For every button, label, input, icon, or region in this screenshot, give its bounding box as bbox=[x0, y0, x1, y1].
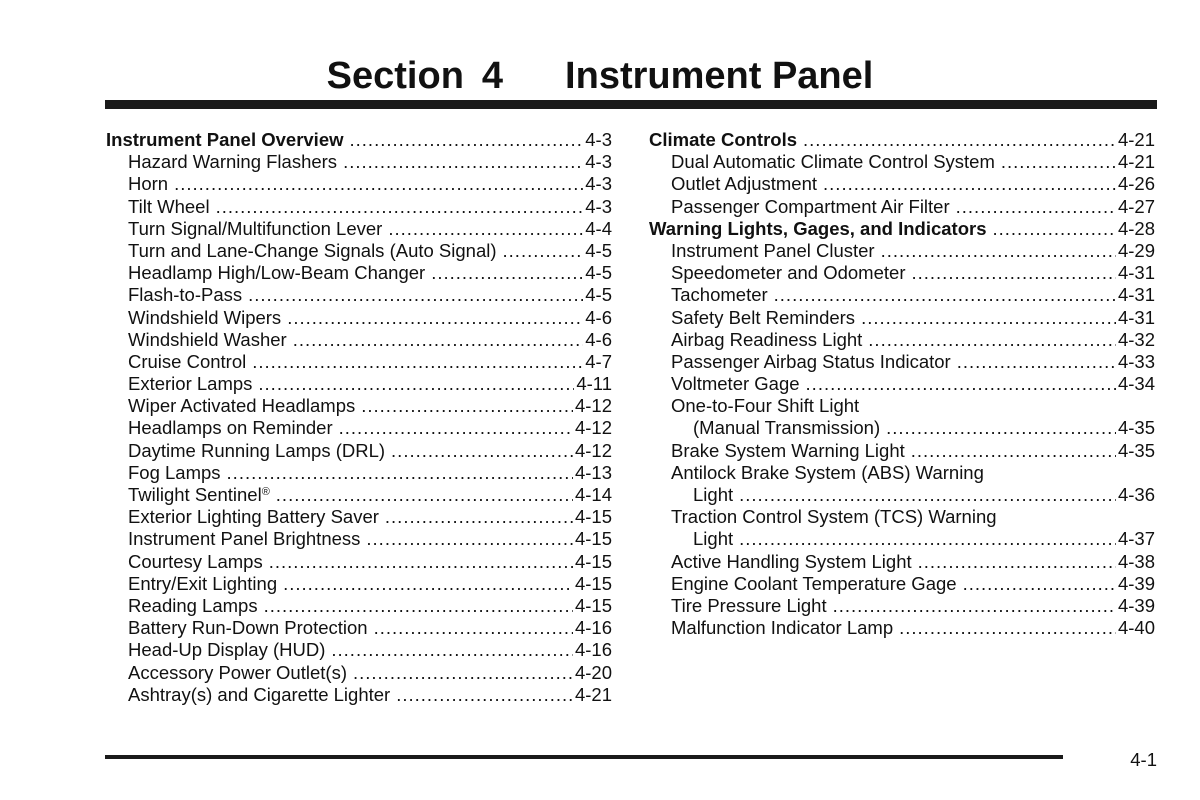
toc-page-number: 4-15 bbox=[574, 594, 612, 616]
toc-entry-title: Instrument Panel Cluster bbox=[671, 239, 875, 261]
toc-page-number: 4-37 bbox=[1117, 528, 1155, 550]
toc-page-number: 4-13 bbox=[574, 461, 612, 483]
toc-entry[interactable] bbox=[649, 151, 1155, 173]
registered-mark: ® bbox=[261, 486, 270, 498]
toc-page-number: 4-20 bbox=[574, 661, 612, 683]
toc-entry-title: Malfunction Indicator Lamp bbox=[671, 617, 894, 639]
dot-leader bbox=[956, 196, 1116, 218]
toc-page-number: 4-16 bbox=[574, 639, 612, 661]
toc-page-number: 4-4 bbox=[585, 217, 612, 239]
toc-entry[interactable] bbox=[106, 639, 612, 661]
toc-entry-title: Instrument Panel Overview bbox=[106, 129, 344, 150]
dot-leader bbox=[258, 373, 574, 395]
dot-leader bbox=[739, 484, 1116, 506]
toc-entry[interactable] bbox=[649, 173, 1155, 195]
toc-page-number: 4-5 bbox=[585, 284, 612, 306]
toc-entry-title: Hazard Warning Flashers bbox=[128, 151, 338, 173]
dot-leader bbox=[833, 595, 1116, 617]
toc-page-number: 4-21 bbox=[1117, 151, 1155, 173]
toc-page-number: 4-31 bbox=[1117, 306, 1155, 328]
dot-leader bbox=[264, 595, 573, 617]
toc-entry[interactable] bbox=[649, 329, 1155, 351]
toc-entry-title: Cruise Control bbox=[128, 350, 247, 372]
dot-leader bbox=[431, 262, 583, 284]
dot-leader bbox=[353, 662, 573, 684]
dot-leader bbox=[252, 351, 583, 373]
toc-page-number: 4-12 bbox=[574, 395, 612, 417]
dot-leader bbox=[886, 417, 1116, 439]
toc-entry[interactable] bbox=[649, 484, 1155, 506]
toc-entry[interactable] bbox=[106, 284, 612, 306]
dot-leader bbox=[248, 284, 583, 306]
toc-entry-title: Light bbox=[693, 484, 734, 505]
toc-entry-title: Safety Belt Reminders bbox=[671, 306, 856, 328]
toc-entry-title: Outlet Adjustment bbox=[671, 173, 818, 195]
toc-entry[interactable] bbox=[106, 573, 612, 595]
toc-entry[interactable] bbox=[106, 662, 612, 684]
toc-entry-title: Windshield Wipers bbox=[128, 306, 282, 328]
toc-page-number: 4-31 bbox=[1117, 284, 1155, 306]
toc-entry[interactable] bbox=[106, 440, 612, 462]
footer-rule bbox=[105, 755, 1063, 759]
toc-heading[interactable] bbox=[649, 218, 1155, 240]
toc-entry-title: Passenger Airbag Status Indicator bbox=[671, 350, 951, 372]
section-title: Instrument Panel bbox=[565, 55, 874, 97]
dot-leader bbox=[823, 173, 1116, 195]
toc-entry-title: Twilight Sentinel® bbox=[128, 484, 270, 505]
toc-page-number: 4-5 bbox=[585, 239, 612, 261]
toc-page-number: 4-15 bbox=[574, 550, 612, 572]
toc-entry[interactable] bbox=[106, 417, 612, 439]
toc-page-number: 4-38 bbox=[1117, 550, 1155, 572]
dot-leader bbox=[881, 240, 1116, 262]
toc-right-column bbox=[649, 129, 1155, 639]
toc-entry[interactable] bbox=[106, 351, 612, 373]
dot-leader bbox=[374, 617, 573, 639]
toc-page-number: 4-21 bbox=[574, 683, 612, 705]
toc-entry[interactable] bbox=[649, 617, 1155, 639]
toc-entry[interactable] bbox=[649, 506, 1155, 528]
toc-page-number: 4-12 bbox=[574, 417, 612, 439]
toc-page-number: 4-35 bbox=[1117, 417, 1155, 439]
toc-page-number: 4-40 bbox=[1117, 617, 1155, 639]
toc-entry-title: (Manual Transmission) bbox=[693, 417, 881, 439]
toc-entry-title: Climate Controls bbox=[649, 129, 798, 150]
toc-page-number: 4-12 bbox=[574, 439, 612, 461]
toc-entry[interactable] bbox=[106, 617, 612, 639]
toc-entry[interactable] bbox=[649, 284, 1155, 306]
toc-entry[interactable] bbox=[106, 528, 612, 550]
dot-leader bbox=[283, 573, 573, 595]
toc-entry-title: Windshield Washer bbox=[128, 328, 287, 350]
toc-entry[interactable] bbox=[106, 506, 612, 528]
toc-entry-title: Tachometer bbox=[671, 284, 768, 306]
section-label: Section bbox=[326, 55, 464, 97]
dot-leader bbox=[806, 373, 1116, 395]
dot-leader bbox=[861, 307, 1116, 329]
dot-leader bbox=[503, 240, 584, 262]
toc-entry[interactable] bbox=[106, 484, 612, 506]
dot-leader bbox=[216, 196, 584, 218]
toc-entry[interactable] bbox=[649, 240, 1155, 262]
toc-entry-title: Fog Lamps bbox=[128, 461, 221, 483]
toc-entry-title: Brake System Warning Light bbox=[671, 439, 905, 461]
dot-leader bbox=[1001, 151, 1116, 173]
toc-entry-title: Battery Run-Down Protection bbox=[128, 617, 368, 639]
toc-entry[interactable] bbox=[649, 307, 1155, 329]
toc-entry-title: Entry/Exit Lighting bbox=[128, 572, 278, 594]
toc-page-number: 4-5 bbox=[585, 262, 612, 284]
dot-leader bbox=[227, 462, 573, 484]
toc-page-number: 4-36 bbox=[1117, 484, 1155, 505]
toc-page-number: 4-27 bbox=[1117, 195, 1155, 217]
toc-entry-title: Headlamps on Reminder bbox=[128, 417, 333, 439]
toc-entry-title: Tilt Wheel bbox=[128, 195, 210, 217]
toc-entry[interactable] bbox=[649, 417, 1155, 439]
toc-page-number: 4-7 bbox=[585, 350, 612, 372]
dot-leader bbox=[361, 395, 573, 417]
dot-leader bbox=[276, 484, 573, 506]
toc-page-number: 4-6 bbox=[585, 328, 612, 350]
toc-entry[interactable] bbox=[106, 173, 612, 195]
toc-entry-title: Speedometer and Odometer bbox=[671, 262, 906, 284]
toc-entry[interactable] bbox=[106, 684, 612, 706]
toc-page-number: 4-16 bbox=[574, 617, 612, 639]
toc-entry-title: Accessory Power Outlet(s) bbox=[128, 661, 347, 683]
toc-entry-title: Airbag Readiness Light bbox=[671, 328, 863, 350]
page-number: 4-1 bbox=[1130, 749, 1157, 770]
toc-entry-title: Passenger Compartment Air Filter bbox=[671, 195, 950, 217]
dot-leader bbox=[803, 129, 1116, 151]
toc-page-number: 4-15 bbox=[574, 572, 612, 594]
toc-entry-title: Reading Lamps bbox=[128, 594, 258, 616]
dot-leader bbox=[339, 417, 573, 439]
toc-entry[interactable] bbox=[106, 395, 612, 417]
toc-entry-title: Light bbox=[693, 528, 734, 550]
toc-page-number: 4-26 bbox=[1117, 173, 1155, 195]
toc-entry[interactable] bbox=[649, 373, 1155, 395]
toc-entry[interactable] bbox=[106, 240, 612, 262]
toc-page-number: 4-15 bbox=[574, 528, 612, 550]
dot-leader bbox=[174, 173, 583, 195]
toc-entry-title: Antilock Brake System (ABS) Warning bbox=[671, 461, 984, 483]
toc-entry[interactable] bbox=[649, 462, 1155, 484]
toc-page-number: 4-21 bbox=[1117, 129, 1155, 150]
toc-entry-title: Active Handling System Light bbox=[671, 550, 912, 572]
section-number: 4 bbox=[481, 55, 504, 97]
toc-entry[interactable] bbox=[649, 528, 1155, 550]
toc-page-number: 4-35 bbox=[1117, 439, 1155, 461]
dot-leader bbox=[963, 573, 1116, 595]
dot-leader bbox=[388, 218, 583, 240]
toc-page-number: 4-33 bbox=[1117, 350, 1155, 372]
toc-heading[interactable] bbox=[106, 129, 612, 151]
toc-entry[interactable] bbox=[106, 151, 612, 173]
toc-page-number: 4-15 bbox=[574, 506, 612, 528]
toc-entry-title: Daytime Running Lamps (DRL) bbox=[128, 439, 386, 461]
toc-entry-title: Voltmeter Gage bbox=[671, 373, 800, 395]
toc-entry[interactable] bbox=[649, 395, 1155, 417]
toc-page-number: 4-29 bbox=[1117, 239, 1155, 261]
toc-entry[interactable] bbox=[106, 551, 612, 573]
toc-page-number: 4-11 bbox=[576, 373, 612, 395]
toc-entry-title: Exterior Lighting Battery Saver bbox=[128, 506, 379, 528]
toc-entry-title: Courtesy Lamps bbox=[128, 550, 263, 572]
toc-entry[interactable] bbox=[106, 462, 612, 484]
toc-page-number: 4-39 bbox=[1117, 594, 1155, 616]
dot-leader bbox=[385, 506, 573, 528]
dot-leader bbox=[739, 528, 1116, 550]
toc-entry[interactable] bbox=[106, 307, 612, 329]
toc-page-number: 4-34 bbox=[1117, 373, 1155, 395]
toc-page-number: 4-3 bbox=[585, 151, 612, 173]
dot-leader bbox=[366, 528, 573, 550]
dot-leader bbox=[293, 329, 584, 351]
toc-page-number: 4-32 bbox=[1117, 328, 1155, 350]
toc-entry[interactable] bbox=[649, 551, 1155, 573]
toc-entry[interactable] bbox=[106, 196, 612, 218]
dot-leader bbox=[287, 307, 583, 329]
dot-leader bbox=[911, 262, 1115, 284]
toc-entry[interactable] bbox=[106, 595, 612, 617]
dot-leader bbox=[993, 218, 1116, 240]
toc-entry-title: Engine Coolant Temperature Gage bbox=[671, 572, 957, 594]
dot-leader bbox=[774, 284, 1116, 306]
toc-entry-title: Turn Signal/Multifunction Lever bbox=[128, 217, 383, 239]
toc-entry[interactable] bbox=[649, 262, 1155, 284]
toc-left-column bbox=[106, 129, 612, 706]
toc-entry-title: Warning Lights, Gages, and Indicators bbox=[649, 217, 987, 239]
dot-leader bbox=[350, 129, 584, 151]
toc-entry[interactable] bbox=[649, 573, 1155, 595]
toc-entry-title: Ashtray(s) and Cigarette Lighter bbox=[128, 683, 391, 705]
dot-leader bbox=[868, 329, 1116, 351]
toc-page-number: 4-3 bbox=[585, 129, 612, 150]
toc-entry-title: Turn and Lane-Change Signals (Auto Signal) bbox=[128, 239, 497, 261]
toc-entry[interactable] bbox=[649, 595, 1155, 617]
toc-entry-title: One-to-Four Shift Light bbox=[671, 395, 860, 417]
dot-leader bbox=[343, 151, 583, 173]
toc-entry-title: Flash-to-Pass bbox=[128, 284, 243, 306]
toc-entry-title: Instrument Panel Brightness bbox=[128, 528, 361, 550]
toc-entry[interactable] bbox=[106, 329, 612, 351]
dot-leader bbox=[269, 551, 573, 573]
dot-leader bbox=[396, 684, 573, 706]
toc-entry-title: Headlamp High/Low-Beam Changer bbox=[128, 262, 426, 284]
toc-page-number: 4-3 bbox=[585, 195, 612, 217]
page-title bbox=[0, 52, 1200, 100]
toc-page-number: 4-14 bbox=[574, 484, 612, 505]
toc-heading[interactable] bbox=[649, 129, 1155, 151]
toc-entry-title: Head-Up Display (HUD) bbox=[128, 639, 326, 661]
toc-entry-title: Dual Automatic Climate Control System bbox=[671, 151, 995, 173]
toc-entry-title: Horn bbox=[128, 173, 169, 195]
toc-entry[interactable] bbox=[106, 218, 612, 240]
toc-entry[interactable] bbox=[649, 440, 1155, 462]
toc-entry-title: Traction Control System (TCS) Warning bbox=[671, 506, 997, 528]
toc-entry-title: Exterior Lamps bbox=[128, 373, 253, 395]
dot-leader bbox=[899, 617, 1116, 639]
toc-page-number: 4-39 bbox=[1117, 572, 1155, 594]
dot-leader bbox=[331, 639, 573, 661]
dot-leader bbox=[911, 440, 1116, 462]
dot-leader bbox=[957, 351, 1116, 373]
toc-entry[interactable] bbox=[106, 262, 612, 284]
toc-entry[interactable] bbox=[649, 196, 1155, 218]
dot-leader bbox=[391, 440, 573, 462]
toc-entry[interactable] bbox=[106, 373, 612, 395]
toc-page-number: 4-6 bbox=[585, 306, 612, 328]
dot-leader bbox=[918, 551, 1116, 573]
toc-page-number: 4-28 bbox=[1117, 217, 1155, 239]
toc-entry-title: Tire Pressure Light bbox=[671, 594, 827, 616]
header-rule bbox=[105, 100, 1157, 109]
toc-page-number: 4-31 bbox=[1117, 262, 1155, 284]
toc-page-number: 4-3 bbox=[585, 173, 612, 195]
toc-entry-title: Wiper Activated Headlamps bbox=[128, 395, 356, 417]
toc-entry[interactable] bbox=[649, 351, 1155, 373]
